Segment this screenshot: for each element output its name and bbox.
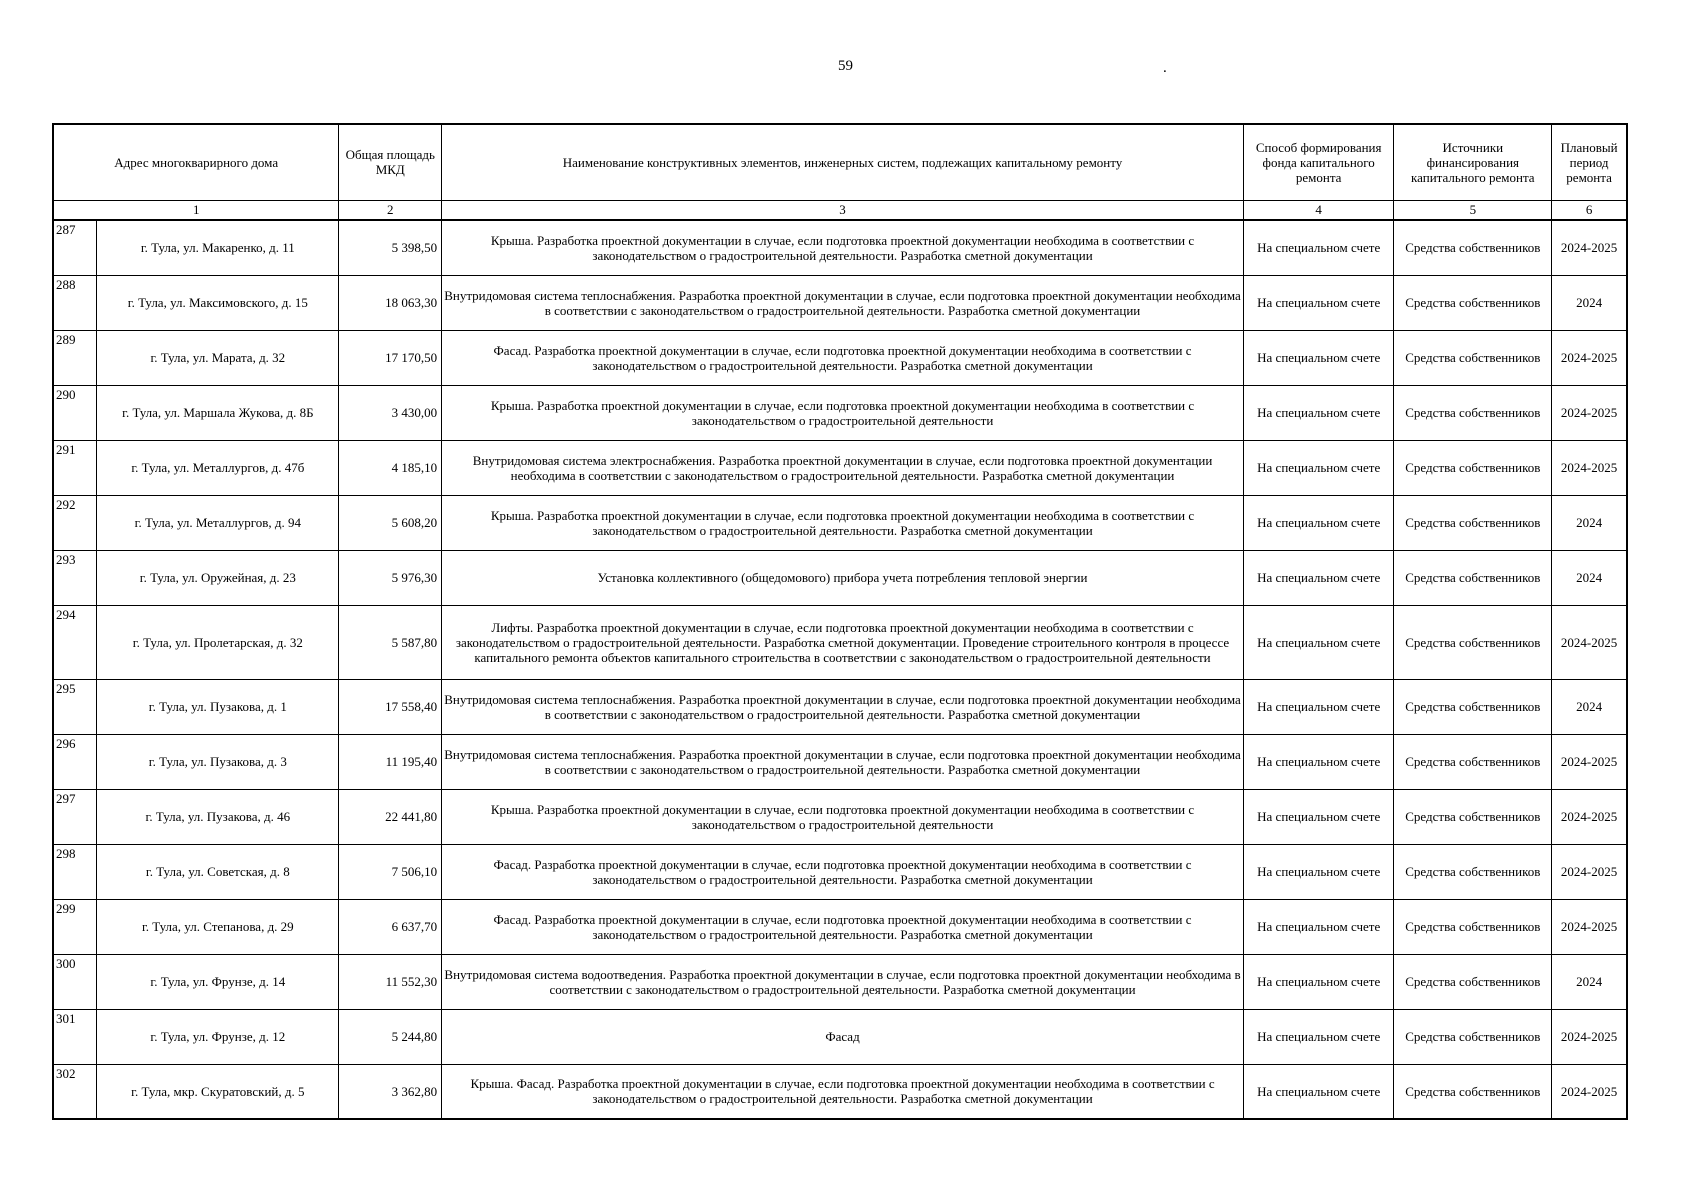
- address-cell: г. Тула, ул. Металлургов, д. 47б: [97, 440, 339, 495]
- table-row: [53, 954, 1627, 1009]
- address-cell: г. Тула, мкр. Скуратовский, д. 5: [97, 1064, 339, 1119]
- area-cell: 5 398,50: [339, 220, 442, 275]
- header-address: Адрес многокварирного дома: [53, 124, 339, 200]
- source-cell: Средства собственников: [1394, 1064, 1552, 1119]
- address-cell: г. Тула, ул. Макаренко, д. 11: [97, 220, 339, 275]
- column-number: 3: [442, 200, 1244, 220]
- column-number: 4: [1243, 200, 1394, 220]
- source-cell: Средства собственников: [1394, 495, 1552, 550]
- works-cell: Лифты. Разработка проектной документации в случае, если подготовка проектной документации необходима в соответствии с законодательством о градостроительной деятельности. Разработка сметной документации. Проведение строительного контроля в процессе капитального ремонта объектов капитального строительства в соответствии с законодательством о градостроительной деятельности: [442, 605, 1244, 679]
- source-cell: Средства собственников: [1394, 789, 1552, 844]
- area-cell: 3 430,00: [339, 385, 442, 440]
- area-cell: 5 587,80: [339, 605, 442, 679]
- period-cell: 2024-2025: [1552, 734, 1627, 789]
- fund-cell: На специальном счете: [1243, 734, 1394, 789]
- source-cell: Средства собственников: [1394, 550, 1552, 605]
- address-cell: г. Тула, ул. Фрунзе, д. 14: [97, 954, 339, 1009]
- repair-plan-table: [52, 123, 1628, 1120]
- fund-cell: На специальном счете: [1243, 495, 1394, 550]
- row-number: 302: [53, 1064, 97, 1119]
- row-number: 292: [53, 495, 97, 550]
- table-row: [53, 789, 1627, 844]
- area-cell: 17 558,40: [339, 679, 442, 734]
- period-cell: 2024: [1552, 275, 1627, 330]
- table-row: [53, 605, 1627, 679]
- fund-cell: На специальном счете: [1243, 550, 1394, 605]
- row-number: 295: [53, 679, 97, 734]
- works-cell: Крыша. Разработка проектной документации в случае, если подготовка проектной документации необходима в соответствии с законодательством о градостроительной деятельности: [442, 385, 1244, 440]
- works-cell: Внутридомовая система теплоснабжения. Разработка проектной документации в случае, если подготовка проектной документации необходима в соответствии с законодательством о градостроительной деятельности. Разработка сметной документации: [442, 275, 1244, 330]
- period-cell: 2024-2025: [1552, 440, 1627, 495]
- row-number: 298: [53, 844, 97, 899]
- area-cell: 18 063,30: [339, 275, 442, 330]
- address-cell: г. Тула, ул. Максимовского, д. 15: [97, 275, 339, 330]
- address-cell: г. Тула, ул. Пролетарская, д. 32: [97, 605, 339, 679]
- table-row: [53, 1009, 1627, 1064]
- row-number: 289: [53, 330, 97, 385]
- row-number: 293: [53, 550, 97, 605]
- column-number: 1: [53, 200, 339, 220]
- area-cell: 6 637,70: [339, 899, 442, 954]
- address-cell: г. Тула, ул. Марата, д. 32: [97, 330, 339, 385]
- table-row: [53, 440, 1627, 495]
- area-cell: 5 608,20: [339, 495, 442, 550]
- table-row: [53, 330, 1627, 385]
- fund-cell: На специальном счете: [1243, 385, 1394, 440]
- works-cell: Установка коллективного (общедомового) прибора учета потребления тепловой энергии: [442, 550, 1244, 605]
- row-number: 296: [53, 734, 97, 789]
- column-number: 6: [1552, 200, 1627, 220]
- source-cell: Средства собственников: [1394, 330, 1552, 385]
- source-cell: Средства собственников: [1394, 605, 1552, 679]
- row-number: 301: [53, 1009, 97, 1064]
- row-number: 291: [53, 440, 97, 495]
- address-cell: г. Тула, ул. Металлургов, д. 94: [97, 495, 339, 550]
- works-cell: Крыша. Разработка проектной документации в случае, если подготовка проектной документации необходима в соответствии с законодательством о градостроительной деятельности. Разработка сметной документации: [442, 220, 1244, 275]
- fund-cell: На специальном счете: [1243, 220, 1394, 275]
- header-source: Источники финансирования капитального ремонта: [1394, 124, 1552, 200]
- row-number: 288: [53, 275, 97, 330]
- area-cell: 4 185,10: [339, 440, 442, 495]
- works-cell: Фасад. Разработка проектной документации в случае, если подготовка проектной документации необходима в соответствии с законодательством о градостроительной деятельности. Разработка сметной документации: [442, 844, 1244, 899]
- page-number: 59: [838, 58, 853, 74]
- row-number: 294: [53, 605, 97, 679]
- period-cell: 2024-2025: [1552, 1009, 1627, 1064]
- fund-cell: На специальном счете: [1243, 844, 1394, 899]
- header-works: Наименование конструктивных элементов, инженерных систем, подлежащих капитальному ремонту: [442, 124, 1244, 200]
- works-cell: Крыша. Разработка проектной документации в случае, если подготовка проектной документации необходима в соответствии с законодательством о градостроительной деятельности. Разработка сметной документации: [442, 495, 1244, 550]
- table-row: [53, 899, 1627, 954]
- period-cell: 2024-2025: [1552, 899, 1627, 954]
- fund-cell: На специальном счете: [1243, 1009, 1394, 1064]
- period-cell: 2024-2025: [1552, 844, 1627, 899]
- period-cell: 2024-2025: [1552, 220, 1627, 275]
- column-number-row: [53, 200, 1627, 220]
- header-area: Общая площадь МКД: [339, 124, 442, 200]
- row-number: 300: [53, 954, 97, 1009]
- table-row: [53, 550, 1627, 605]
- fund-cell: На специальном счете: [1243, 330, 1394, 385]
- area-cell: 7 506,10: [339, 844, 442, 899]
- source-cell: Средства собственников: [1394, 440, 1552, 495]
- works-cell: Внутридомовая система водоотведения. Разработка проектной документации в случае, если подготовка проектной документации необходима в соответствии с законодательством о градостроительной деятельности. Разработка сметной документации: [442, 954, 1244, 1009]
- table-row: [53, 734, 1627, 789]
- source-cell: Средства собственников: [1394, 275, 1552, 330]
- address-cell: г. Тула, ул. Фрунзе, д. 12: [97, 1009, 339, 1064]
- area-cell: 22 441,80: [339, 789, 442, 844]
- source-cell: Средства собственников: [1394, 899, 1552, 954]
- fund-cell: На специальном счете: [1243, 1064, 1394, 1119]
- header-row: [53, 124, 1627, 200]
- fund-cell: На специальном счете: [1243, 954, 1394, 1009]
- source-cell: Средства собственников: [1394, 734, 1552, 789]
- works-cell: Внутридомовая система электроснабжения. Разработка проектной документации в случае, если подготовка проектной документации необходима в соответствии с законодательством о градостроительной деятельности. Разработка сметной документации: [442, 440, 1244, 495]
- row-number: 287: [53, 220, 97, 275]
- area-cell: 17 170,50: [339, 330, 442, 385]
- works-cell: Фасад: [442, 1009, 1244, 1064]
- works-cell: Внутридомовая система теплоснабжения. Разработка проектной документации в случае, если подготовка проектной документации необходима в соответствии с законодательством о градостроительной деятельности. Разработка сметной документации: [442, 734, 1244, 789]
- period-cell: 2024: [1552, 550, 1627, 605]
- address-cell: г. Тула, ул. Оружейная, д. 23: [97, 550, 339, 605]
- works-cell: Фасад. Разработка проектной документации в случае, если подготовка проектной документации необходима в соответствии с законодательством о градостроительной деятельности. Разработка сметной документации: [442, 899, 1244, 954]
- table-row: [53, 220, 1627, 275]
- fund-cell: На специальном счете: [1243, 789, 1394, 844]
- period-cell: 2024: [1552, 495, 1627, 550]
- column-number: 5: [1394, 200, 1552, 220]
- column-number: 2: [339, 200, 442, 220]
- address-cell: г. Тула, ул. Советская, д. 8: [97, 844, 339, 899]
- fund-cell: На специальном счете: [1243, 679, 1394, 734]
- row-number: 297: [53, 789, 97, 844]
- address-cell: г. Тула, ул. Степанова, д. 29: [97, 899, 339, 954]
- fund-cell: На специальном счете: [1243, 605, 1394, 679]
- works-cell: Внутридомовая система теплоснабжения. Разработка проектной документации в случае, если подготовка проектной документации необходима в соответствии с законодательством о градостроительной деятельности. Разработка сметной документации: [442, 679, 1244, 734]
- area-cell: 5 244,80: [339, 1009, 442, 1064]
- stray-mark: .: [1163, 60, 1167, 76]
- fund-cell: На специальном счете: [1243, 440, 1394, 495]
- area-cell: 3 362,80: [339, 1064, 442, 1119]
- period-cell: 2024-2025: [1552, 1064, 1627, 1119]
- table-row: [53, 1064, 1627, 1119]
- header-fund: Способ формирования фонда капитального ремонта: [1243, 124, 1394, 200]
- source-cell: Средства собственников: [1394, 220, 1552, 275]
- period-cell: 2024-2025: [1552, 330, 1627, 385]
- table-row: [53, 275, 1627, 330]
- table-row: [53, 385, 1627, 440]
- address-cell: г. Тула, ул. Маршала Жукова, д. 8Б: [97, 385, 339, 440]
- row-number: 290: [53, 385, 97, 440]
- works-cell: Крыша. Разработка проектной документации в случае, если подготовка проектной документации необходима в соответствии с законодательством о градостроительной деятельности: [442, 789, 1244, 844]
- period-cell: 2024-2025: [1552, 605, 1627, 679]
- table-row: [53, 495, 1627, 550]
- table-row: [53, 679, 1627, 734]
- period-cell: 2024: [1552, 954, 1627, 1009]
- period-cell: 2024-2025: [1552, 385, 1627, 440]
- source-cell: Средства собственников: [1394, 844, 1552, 899]
- header-period: Плановый период ремонта: [1552, 124, 1627, 200]
- source-cell: Средства собственников: [1394, 679, 1552, 734]
- source-cell: Средства собственников: [1394, 1009, 1552, 1064]
- area-cell: 11 552,30: [339, 954, 442, 1009]
- row-number: 299: [53, 899, 97, 954]
- address-cell: г. Тула, ул. Пузакова, д. 3: [97, 734, 339, 789]
- works-cell: Фасад. Разработка проектной документации в случае, если подготовка проектной документации необходима в соответствии с законодательством о градостроительной деятельности. Разработка сметной документации: [442, 330, 1244, 385]
- fund-cell: На специальном счете: [1243, 275, 1394, 330]
- source-cell: Средства собственников: [1394, 954, 1552, 1009]
- period-cell: 2024-2025: [1552, 789, 1627, 844]
- fund-cell: На специальном счете: [1243, 899, 1394, 954]
- address-cell: г. Тула, ул. Пузакова, д. 46: [97, 789, 339, 844]
- table-row: [53, 844, 1627, 899]
- works-cell: Крыша. Фасад. Разработка проектной документации в случае, если подготовка проектной документации необходима в соответствии с законодательством о градостроительной деятельности. Разработка сметной документации: [442, 1064, 1244, 1119]
- area-cell: 5 976,30: [339, 550, 442, 605]
- source-cell: Средства собственников: [1394, 385, 1552, 440]
- address-cell: г. Тула, ул. Пузакова, д. 1: [97, 679, 339, 734]
- area-cell: 11 195,40: [339, 734, 442, 789]
- period-cell: 2024: [1552, 679, 1627, 734]
